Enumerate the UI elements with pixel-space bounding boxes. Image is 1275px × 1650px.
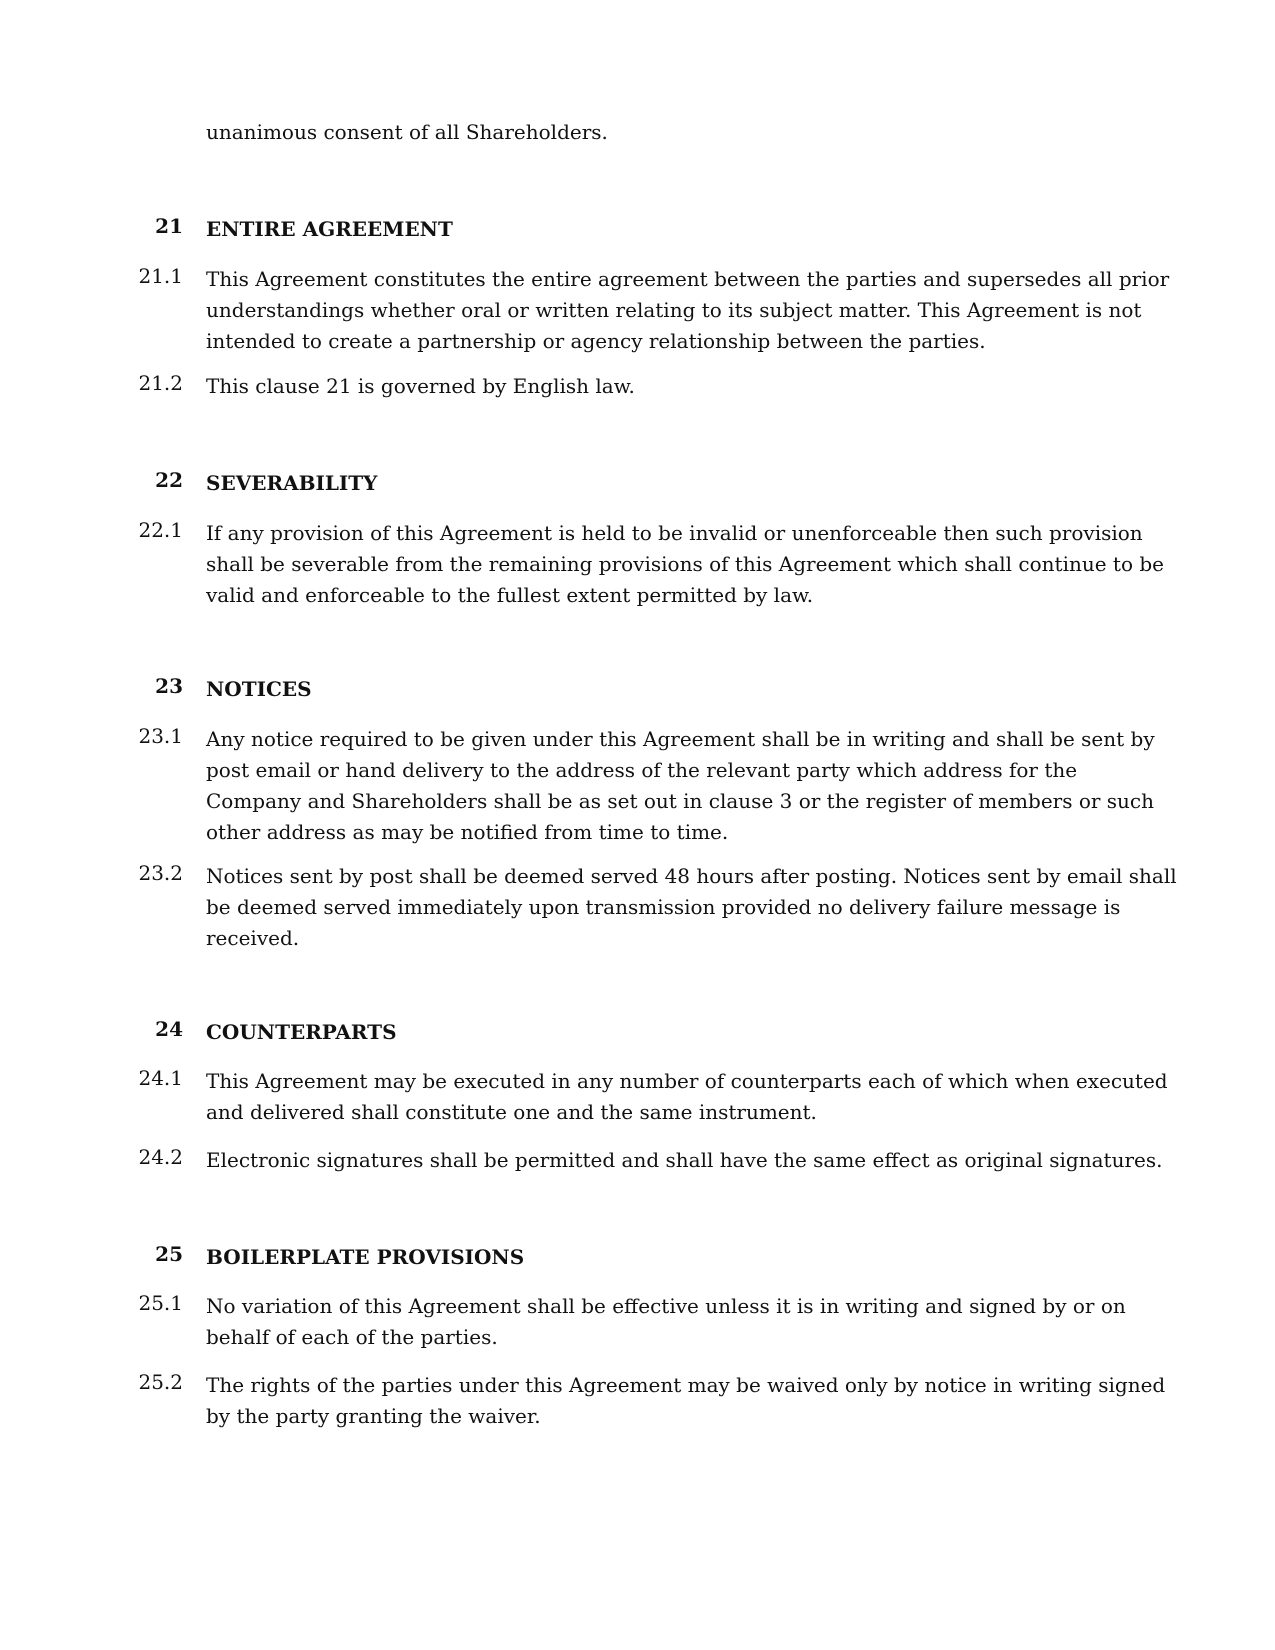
clause-heading: SEVERABILITY bbox=[206, 471, 378, 495]
paragraph-line: behalf of each of the parties. bbox=[206, 1325, 498, 1349]
clause-number: 22 bbox=[155, 468, 183, 492]
clause-number: 24 bbox=[155, 1017, 183, 1041]
subclause-number: 24.2 bbox=[138, 1145, 183, 1169]
clause-heading: ENTIRE AGREEMENT bbox=[206, 217, 453, 241]
subclause-number: 25.1 bbox=[138, 1291, 183, 1315]
paragraph-line: be deemed served immediately upon transmission provided no delivery failure message is bbox=[206, 895, 1121, 919]
subclause-number: 25.2 bbox=[138, 1370, 183, 1394]
clause-number: 23 bbox=[155, 674, 183, 698]
paragraph-line: shall be severable from the remaining provisions of this Agreement which shall continue to be bbox=[206, 552, 1164, 576]
clause-heading: COUNTERPARTS bbox=[206, 1020, 397, 1044]
paragraph-line: This clause 21 is governed by English law. bbox=[206, 374, 635, 398]
paragraph-line: unanimous consent of all Shareholders. bbox=[206, 120, 608, 144]
clause-number: 25 bbox=[155, 1242, 183, 1266]
paragraph-line: If any provision of this Agreement is held to be invalid or unenforceable then such provision bbox=[206, 521, 1143, 545]
paragraph-line: intended to create a partnership or agency relationship between the parties. bbox=[206, 329, 986, 353]
paragraph-line: understandings whether oral or written relating to its subject matter. This Agreement is not bbox=[206, 298, 1142, 322]
paragraph-line: The rights of the parties under this Agreement may be waived only by notice in writing signed bbox=[206, 1373, 1166, 1397]
paragraph-line: No variation of this Agreement shall be effective unless it is in writing and signed by or on bbox=[206, 1294, 1126, 1318]
subclause-number: 23.1 bbox=[138, 724, 183, 748]
paragraph-line: by the party granting the waiver. bbox=[206, 1404, 541, 1428]
subclause-number: 22.1 bbox=[138, 518, 183, 542]
clause-number: 21 bbox=[155, 214, 183, 238]
paragraph-line: and delivered shall constitute one and the same instrument. bbox=[206, 1100, 817, 1124]
paragraph-line: Any notice required to be given under this Agreement shall be in writing and shall be sent by bbox=[206, 727, 1155, 751]
paragraph-line: Company and Shareholders shall be as set out in clause 3 or the register of members or such bbox=[206, 789, 1155, 813]
subclause-number: 24.1 bbox=[138, 1066, 183, 1090]
clause-heading: NOTICES bbox=[206, 677, 312, 701]
clause-heading: BOILERPLATE PROVISIONS bbox=[206, 1245, 525, 1269]
subclause-number: 21.1 bbox=[138, 264, 183, 288]
subclause-number: 21.2 bbox=[138, 371, 183, 395]
paragraph-line: other address as may be notified from time to time. bbox=[206, 820, 729, 844]
paragraph-line: post email or hand delivery to the address of the relevant party which address for the bbox=[206, 758, 1078, 782]
paragraph-line: This Agreement may be executed in any number of counterparts each of which when executed bbox=[206, 1069, 1168, 1093]
paragraph-line: This Agreement constitutes the entire agreement between the parties and supersedes all prior bbox=[206, 267, 1170, 291]
subclause-number: 23.2 bbox=[138, 861, 183, 885]
paragraph-line: received. bbox=[206, 926, 300, 950]
paragraph-line: valid and enforceable to the fullest extent permitted by law. bbox=[206, 583, 814, 607]
paragraph-line: Electronic signatures shall be permitted and shall have the same effect as original signatures. bbox=[206, 1148, 1163, 1172]
paragraph-line: Notices sent by post shall be deemed served 48 hours after posting. Notices sent by email shall bbox=[206, 864, 1177, 888]
